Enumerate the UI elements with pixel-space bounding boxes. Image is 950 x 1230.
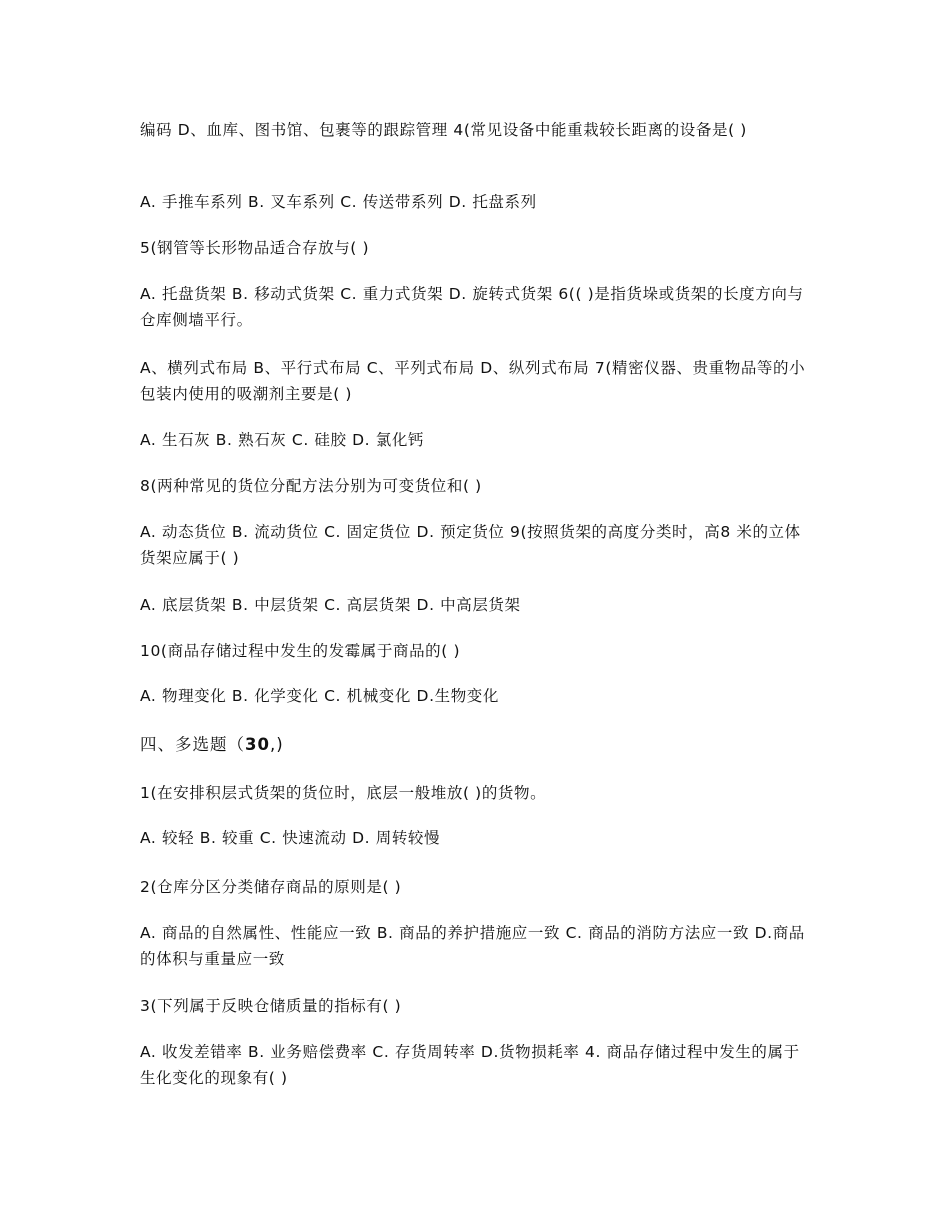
question-text: 2(仓库分区分类储存商品的原则是( ) (140, 878, 402, 896)
answer-options: A、横列式布局 B、平行式布局 C、平列式布局 D、纵列式布局 7(精密仪器、贵重物品等的小包装内使用的吸潮剂主要是( ) (140, 359, 806, 403)
answer-options: A. 动态货位 B. 流动货位 C. 固定货位 D. 预定货位 9(按照货架的高度分类时，高8 米的立体货架应属于( ) (140, 523, 801, 567)
question-text: 1(在安排积层式货架的货位时，底层一般堆放( )的货物。 (140, 784, 547, 802)
answer-options: A. 生石灰 B. 熟石灰 C. 硅胶 D. 氯化钙 (140, 431, 425, 449)
answer-options: A. 收发差错率 B. 业务赔偿费率 C. 存货周转率 D.货物损耗率 4. 商品存储过程中发生的属于生化变化的现象有( ) (140, 1043, 800, 1087)
section-heading-prefix: 四、多选题（ (140, 735, 245, 754)
text-paragraph: 编码 D、血库、图书馆、包裹等的跟踪管理 4(常见设备中能重栽较长距离的设备是( ) (140, 121, 747, 139)
question-text: 3(下列属于反映仓储质量的指标有( ) (140, 997, 402, 1015)
answer-options: A. 物理变化 B. 化学变化 C. 机械变化 D.生物变化 (140, 687, 499, 705)
section-heading (140, 732, 812, 758)
answer-options: A. 商品的自然属性、性能应一致 B. 商品的养护措施应一致 C. 商品的消防方法应一致 D.商品的体积与重量应一致 (140, 924, 805, 968)
answer-options: A. 托盘货架 B. 移动式货架 C. 重力式货架 D. 旋转式货架 6(( )是指货垛或货架的长度方向与仓库侧墙平行。 (140, 285, 804, 329)
question-text: 10(商品存储过程中发生的发霉属于商品的( ) (140, 642, 461, 660)
question-text: 5(钢管等长形物品适合存放与( ) (140, 239, 370, 257)
answer-options: A. 手推车系列 B. 叉车系列 C. 传送带系列 D. 托盘系列 (140, 193, 537, 211)
answer-options: A. 底层货架 B. 中层货架 C. 高层货架 D. 中高层货架 (140, 596, 521, 614)
question-text: 8(两种常见的货位分配方法分别为可变货位和( ) (140, 477, 482, 495)
section-heading-suffix: ,) (269, 735, 284, 754)
answer-options: A. 较轻 B. 较重 C. 快速流动 D. 周转较慢 (140, 829, 441, 847)
section-heading-points: 30 (245, 735, 270, 754)
